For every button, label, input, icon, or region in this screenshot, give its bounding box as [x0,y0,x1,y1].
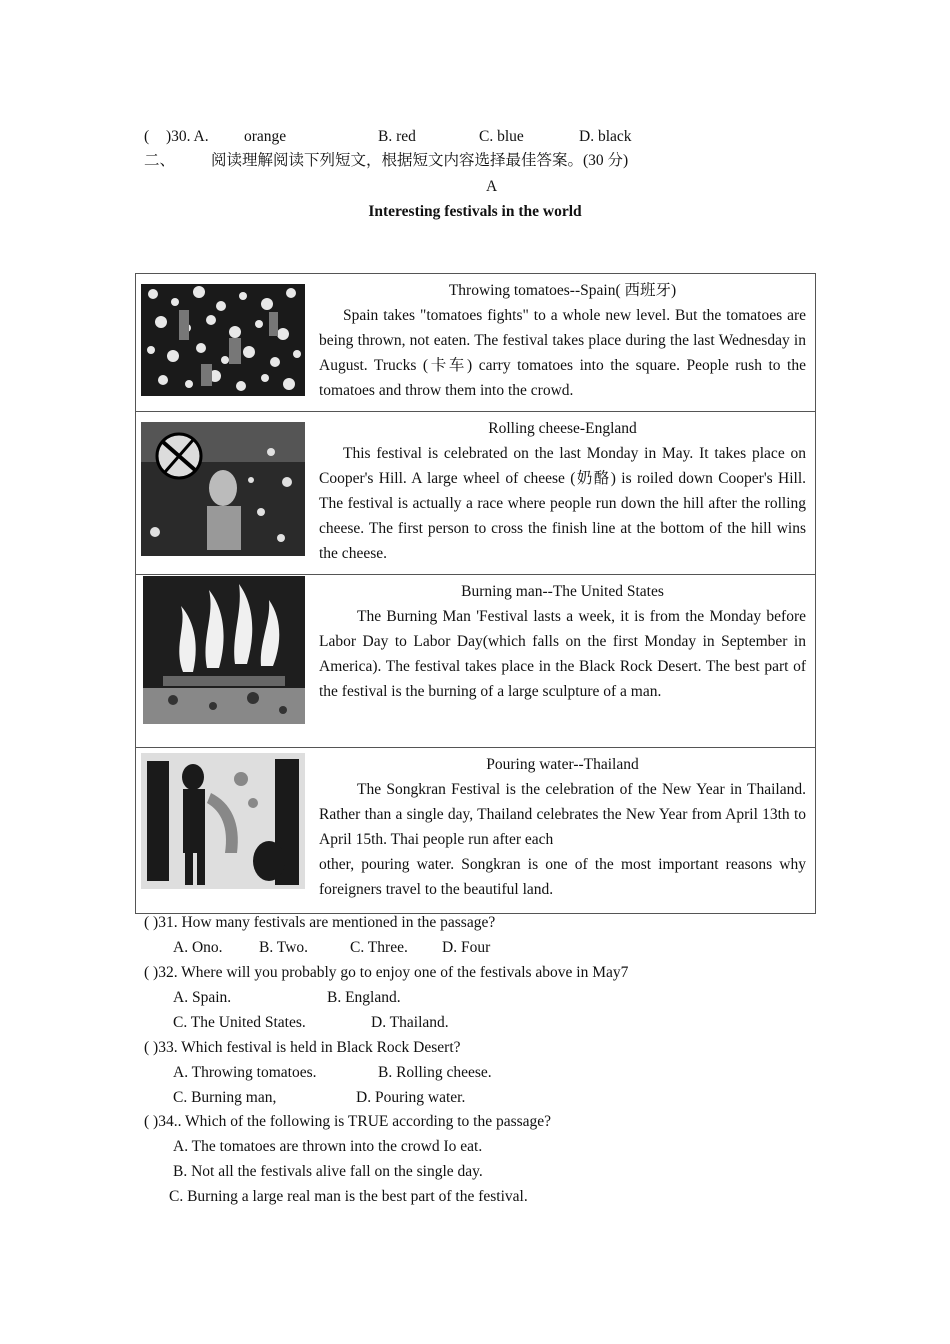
festival-text: Spain takes "tomatoes fights" to a whole new level. But the tomatoes are being thrown, not eaten. The festival takes place during the last Wednesday in August. Trucks (卡车) carry tomatoes into the square. People rush to the tomatoes and throw them into the crowd. [319,307,806,399]
festival-row-england [136,412,816,575]
q30-option-a: orange [244,128,287,145]
option: C. Three. [350,939,408,956]
q32-options-row2 [173,1012,449,1034]
q30-option-b: B. red [378,128,416,145]
festival-text: This festival is celebrated on the last Monday in May. It takes place on Cooper's Hill. A large wheel of cheese (奶酪) is roiled down Cooper's Hill. The festival is actually a race where people run down the hill after the rolling cheese. The first person to cross the finish line at the bottom of the hill wins the cheese. [319,445,806,562]
question-34: ( )34.. Which of the following is TRUE according to the passage? [144,1113,552,1130]
q30-paren: ( [144,128,150,145]
festival-title: Throwing tomatoes--Spain( 西班牙) [448,282,677,299]
festival-title: Burning man--The United States [461,583,664,600]
q30-number: )30. A. [166,128,209,145]
q34-option-b: B. Not all the festivals alive fall on the single day. [173,1163,483,1180]
festival-text: The Songkran Festival is the celebration of the New Year in Thailand. Rather than a single day, Thailand celebrates the New Year from April 13th to April 15th. Thai people run after each [319,781,806,848]
festivals-table [135,273,816,914]
festival-title: Pouring water--Thailand [486,756,639,773]
option: B. England. [327,989,401,1006]
section-heading [144,150,628,172]
section-number: 二、 [144,152,176,169]
tomato-festival-photo [141,284,305,396]
option: A. Throwing tomatoes. [173,1064,317,1081]
burning-man-photo [143,576,305,724]
festival-row-spain [136,274,816,412]
option: B. Two. [259,939,309,956]
question-31: ( )31. How many festivals are mentioned in the passage? [144,914,496,931]
option: B. Rolling cheese. [378,1064,492,1081]
festival-row-usa [136,575,816,748]
q32-options-row1 [173,987,401,1009]
section-instruction: 阅读理解阅读下列短文，根据短文内容选择最佳答案。(30 分) [211,152,629,169]
q30-option-d: D. black [579,128,632,145]
option: A. Ono. [173,939,223,956]
festival-text-continued: other, pouring water. Songkran is one of the most important reasons why foreigners travel to the beautiful land. [319,856,806,898]
question-33: ( )33. Which festival is held in Black Rock Desert? [144,1039,461,1056]
q33-options-row2 [173,1087,465,1109]
q31-options [173,937,490,959]
q34-option-c: C. Burning a large real man is the best part of the festival. [169,1188,528,1205]
q33-options-row1 [173,1062,492,1084]
option: D. Thailand. [371,1014,449,1031]
q34-option-a: A. The tomatoes are thrown into the crowd Io eat. [173,1138,483,1155]
question-30 [144,126,632,148]
question-32: ( )32. Where will you probably go to enjoy one of the festivals above in May7 [144,964,629,981]
option: D. Four [442,939,491,956]
water-festival-photo [141,753,305,889]
cheese-festival-photo [141,422,305,556]
festival-text: The Burning Man 'Festival lasts a week, it is from the Monday before Labor Day to Labor Day(which falls on the first Monday in September in America). The festival takes place in the Black Rock Desert. The best part of the festival is the burning of a large sculpture of a man. [319,608,806,700]
option: C. The United States. [173,1014,306,1031]
passage-title: Interesting festivals in the world [368,203,582,220]
option: D. Pouring water. [356,1089,466,1106]
option: C. Burning man, [173,1089,277,1106]
passage-letter: A [486,178,498,195]
q30-option-c: C. blue [479,128,524,145]
festival-title: Rolling cheese-England [488,420,637,437]
option: A. Spain. [173,989,232,1006]
festival-row-thailand [136,748,816,914]
